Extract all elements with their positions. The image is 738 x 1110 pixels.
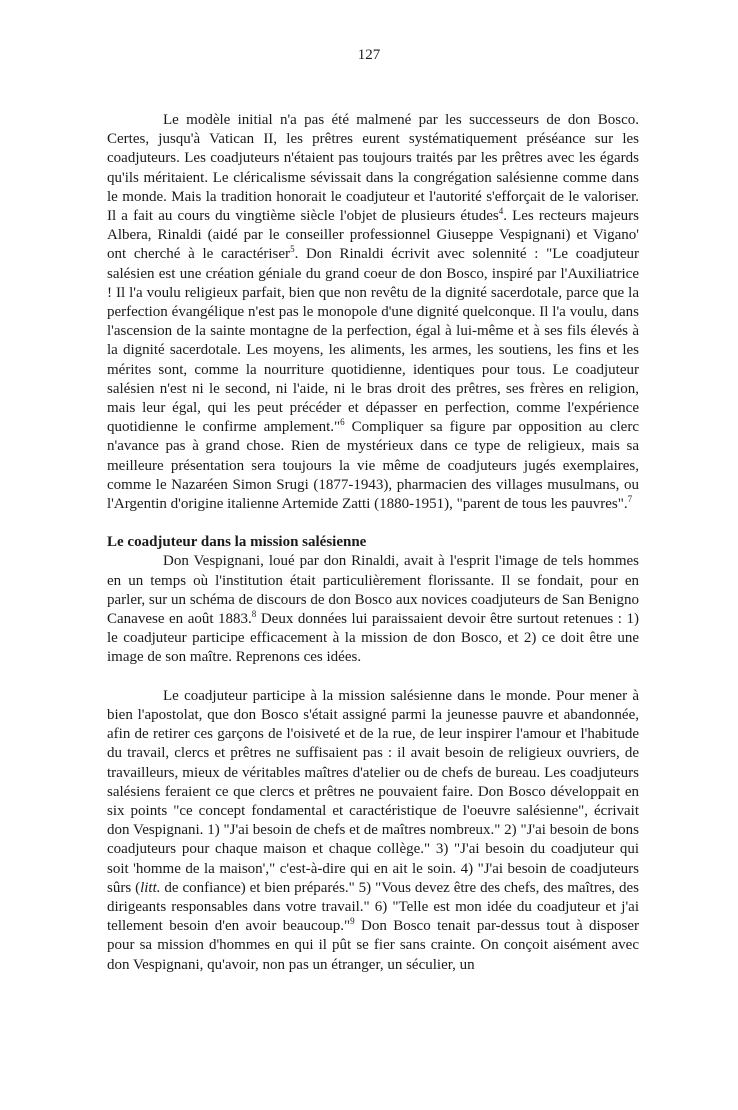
text-run: de confiance) et bien préparés." 5) "Vous devez être des chefs, des maîtres, des dirigeants responsables dans votre travail." 6) "Telle est mon idée du coadjuteur et j'ai tellement besoin d'en avoir beaucoup." bbox=[107, 879, 639, 935]
footnote-ref: 4 bbox=[498, 206, 504, 217]
text-run: . Don Rinaldi écrivit avec solennité : "Le coadjuteur salésien est une création géniale du grand coeur de don Bosco, inspiré par l'Auxiliatrice ! Il l'a voulu religieux parfait, bien que non revêtu de la dignité sacerdotale, parce que la perfection évangélique n'est pas le monopole d'une dignité quelconque. Il l'a voulu, dans l'ascension de la sainte montagne de la perfection, égal à lui-même et à ses fils élevés à la dignité sacerdotale. Les moyens, les aliments, les armes, les soutiens, les fins et les mérites sont, comme la nourriture quotidienne, identiques pour tous. Le coadjuteur salésien n'est ni le second, ni l'aide, ni le bras droit des prêtres, ses frères en religion, mais leur égal, qui les peut précéder et dépasser en perfection, comme l'expérience quotidienne le confirme amplement." bbox=[107, 246, 639, 436]
text-run: Don Vespignani, loué par don Rinaldi, avait à l'esprit l'image de tels hommes en un temps où l'institution était particulièrement florissante. Il se fondait, pour en parler, sur un schéma de discours de don Bosco aux novices coadjuteurs de San Benigno Canavese en août 1883. bbox=[107, 553, 639, 628]
paragraph-vespignani bbox=[107, 552, 639, 667]
footnote-ref: 5 bbox=[290, 244, 295, 255]
text-run: . Les recteurs majeurs Albera, Rinaldi (aidé par le conseiller professionnel Giuseppe Vespignani) et Vigano' ont cherché à le caractériser bbox=[107, 208, 640, 263]
text-run: Le coadjuteur participe à la mission salésienne dans le monde. Pour mener à bien l'apostolat, que don Bosco s'était assigné parmi la jeunesse pauvre et abandonnée, afin de retirer ces garçons de l'oisiveté et de la rue, de leur inspirer l'amour et l'habitude du travail, clercs et prêtres ne suffisaient pas : il avait besoin de religieux ouvriers, de travailleurs, mieux de véritables maîtres d'atelier ou de chefs de bureau. Les coadjuteurs salésiens feraient ce que clercs et prêtres ne pouvaient faire. Don Bosco développait en six points "ce concept fondamental et caractéristique de l'oeuvre salésienne", écrivait don Vespignani. 1) "J'ai besoin de chefs et de maîtres nombreux." 2) "J'ai besoin de bons coadjuteurs pour chaque maison et chaque collège." 3) "J'ai besoin du coadjuteur qui soit 'homme de la maison'," c'est-à-dire qui en ait le soin. 4) "J'ai besoin de coadjuteurs sûrs ( bbox=[107, 687, 639, 896]
text-run: Compliquer sa figure par opposition au clerc n'avance pas à grand chose. Rien de mystérieux dans ce type de religieux, mais sa meilleure présentation sera toujours la vie même de coadjuteurs jugés exemplaires, comme le Nazaréen Simon Srugi (1877-1943), pharmacien des villages musulmans, ou l'Argentin d'origine italienne Artemide Zatti (1880-1951), "parent de tous les pauvres". bbox=[107, 419, 639, 513]
footnote-ref: 9 bbox=[350, 916, 355, 927]
footnote-ref: 7 bbox=[627, 494, 633, 505]
text-run: Don Bosco tenait par-dessus tout à disposer pour sa mission d'hommes en qui il pût se fier sans crainte. On conçoit aisément avec don Vespignani, qu'avoir, non pas un étranger, un séculier, un bbox=[107, 918, 640, 973]
footnote-ref: 8 bbox=[251, 609, 257, 620]
section-heading: Le coadjuteur dans la mission salésienne bbox=[107, 534, 367, 551]
page-number: 127 bbox=[357, 47, 381, 63]
footnote-ref: 6 bbox=[340, 417, 345, 428]
paragraph-salesian-mission bbox=[107, 687, 639, 975]
paragraph-coadjutor-model bbox=[107, 111, 639, 514]
page-body bbox=[107, 111, 639, 975]
text-run: Deux données lui paraissaient devoir être surtout retenues : 1) le coadjuteur participe efficacement à la mission de don Bosco, et 2) ce doit être une image de son maître. Reprenons ces idées. bbox=[107, 611, 639, 666]
text-run: Le modèle initial n'a pas été malmené par les successeurs de don Bosco. Certes, jusqu'à Vatican II, les prêtres eurent systématiquement préséance sur les coadjuteurs. Les coadjuteurs n'étaient pas toujours traités par les prêtres avec les égards qu'ils méritaient. Le cléricalisme sévissait dans la congrégation salésienne comme dans le monde. Mais la tradition honorait le coadjuteur et l'autorité s'efforçait de le valoriser. Il a fait au cours du vingtième siècle l'objet de plusieurs études bbox=[107, 112, 639, 225]
italic-text: litt. bbox=[140, 879, 161, 896]
